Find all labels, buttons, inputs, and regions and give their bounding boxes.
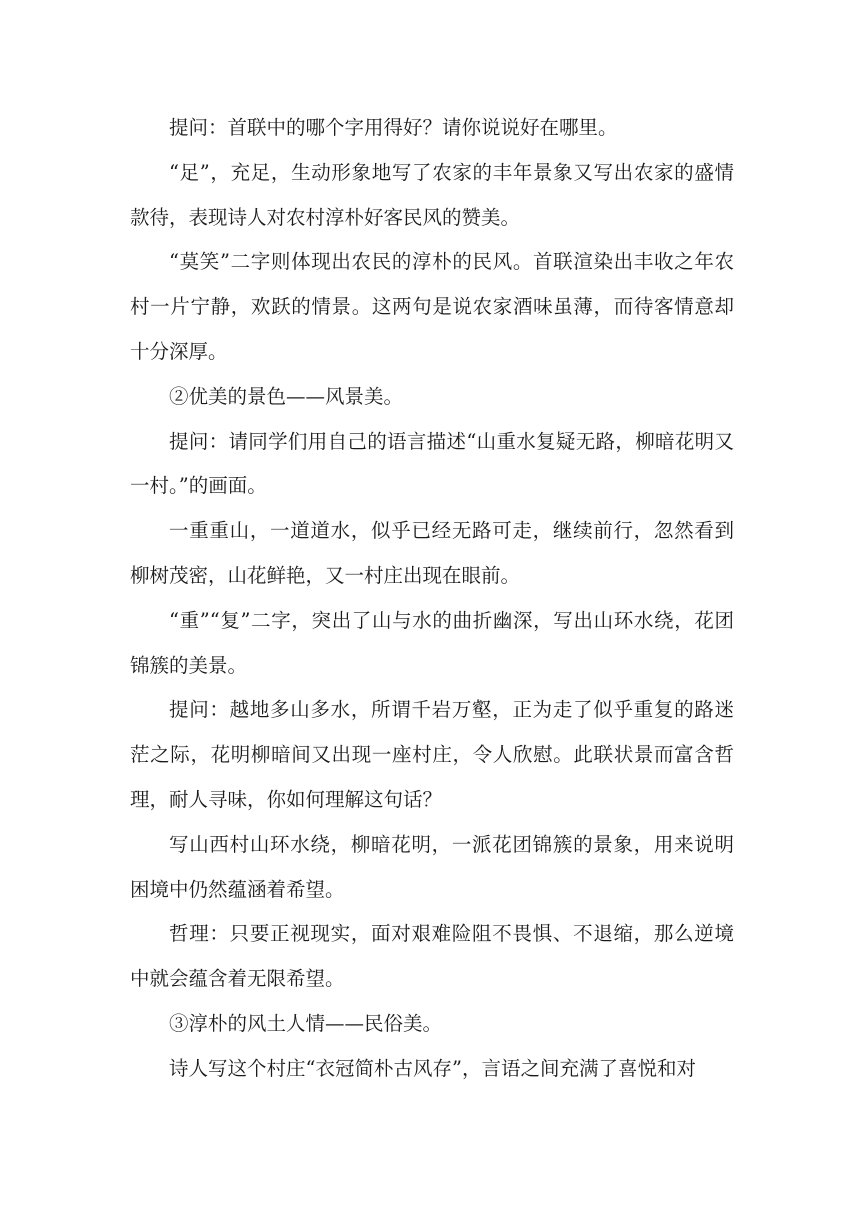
paragraph-question-describe-scene: 提问：请同学们用自己的语言描述“山重水复疑无路，柳暗花明又一村。”的画面。 [130, 429, 734, 498]
document-body [130, 106, 734, 1092]
paragraph-shanxi-village: 写山西村山环水绕，柳暗花明，一派花团锦簇的景象，用来说明困境中仍然蕴涵着希望。 [130, 832, 734, 901]
paragraph-poet-village: 诗人写这个村庄“衣冠简朴古风存”，言语之间充满了喜悦和对 [169, 1056, 696, 1080]
paragraph-section-scenery: ②优美的景色——风景美。 [169, 384, 404, 408]
paragraph-section-customs: ③淳朴的风土人情——民俗美。 [169, 1011, 443, 1035]
paragraph-philosophy: 哲理：只要正视现实，面对艰难险阻不畏惧、不退缩，那么逆境中就会蕴含着无限希望。 [130, 922, 734, 991]
paragraph-question-first-couplet: 提问：首联中的哪个字用得好？请你说说好在哪里。 [169, 116, 618, 139]
paragraph-scene-description: 一重重山，一道道水，似乎已经无路可走，继续前行，忽然看到柳树茂密，山花鲜艳，又一村庄出现在眼前。 [130, 519, 734, 587]
paragraph-question-philosophy: 提问：越地多山多水，所谓千岩万壑，正为走了似乎重复的路迷茫之际，花明柳暗间又出现一座村庄，令人欣慰。此联状景而富含哲理，耐人寻味，你如何理解这句话？ [130, 698, 734, 811]
paragraph-chong-fu-explanation: “重”“复”二字，突出了山与水的曲折幽深，写出山环水绕，花团锦簇的美景。 [130, 608, 734, 677]
paragraph-zu-explanation: “足”，充足，生动形象地写了农家的丰年景象又写出农家的盛情款待，表现诗人对农村淳朴好客民风的赞美。 [130, 160, 734, 229]
paragraph-moxiao-explanation: “莫笑”二字则体现出农民的淳朴的民风。首联渲染出丰收之年农村一片宁静，欢跃的情景。这两句是说农家酒味虽薄，而待客情意却十分深厚。 [130, 250, 734, 363]
